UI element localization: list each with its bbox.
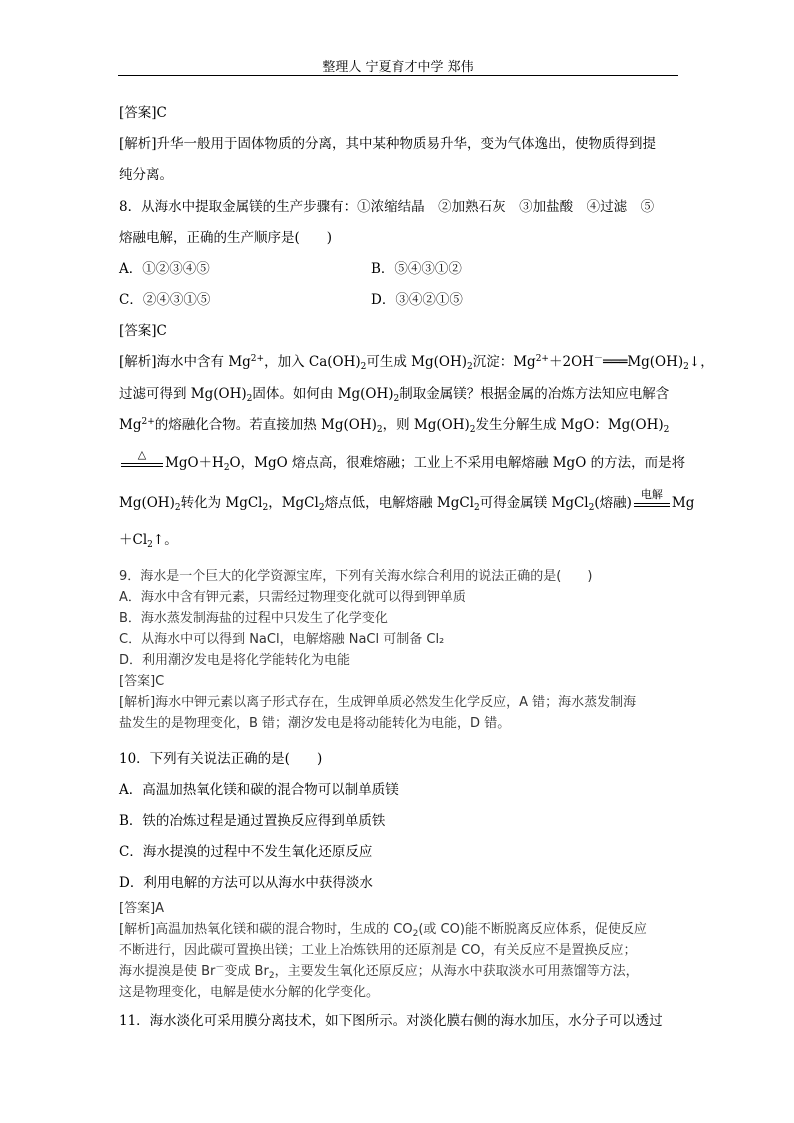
q9-analysis-line2: 盐发生的是物理变化，B 错；潮汐发电是将动能转化为电能，D 错。 <box>119 716 511 731</box>
q10-analysis-line3: 海水提溴是使 Br－变成 $Br_2$，主要发生氧化还原反应；从海水中获取淡水可用蒸馏等方法， <box>119 963 639 981</box>
q7-analysis-line1: [解析]升华一般用于固体物质的分离，其中某种物质易升华，变为气体逸出，使物质得到提 <box>119 136 657 152</box>
header-rule <box>118 75 678 76</box>
q9-option-a: A．海水中含有钾元素，只需经过物理变化就可以得到钾单质 <box>119 590 466 605</box>
q9-answer: [答案]C <box>119 674 165 689</box>
q10-answer: [答案]A <box>119 901 165 916</box>
q8-analysis-line4-tail: ，MgO 熔点高，很难熔融；工业上不采用电解熔融 MgO 的方法，而是将 <box>240 455 686 471</box>
q8-option-c: C．②④③①⑤ <box>119 292 211 308</box>
q8-analysis-line5: $Mg(OH)_2$转化为 MgCl$_2$，MgCl$_2$熔点低，电解熔融 MgCl$_2$可得金属镁 MgCl$_2$(熔融) 电解 Mg <box>119 487 695 513</box>
q8-answer: [答案]C <box>119 323 167 339</box>
q8-option-b: B．⑤④③①② <box>371 261 462 277</box>
q8-analysis-line6: $+Cl_2↑$。 <box>119 532 178 550</box>
q10-analysis-line4: 这是物理变化，电解是使水分解的化学变化。 <box>119 985 380 1000</box>
q9-analysis-line1: [解析]海水中钾元素以离子形式存在，生成钾单质必然发生化学反应，A 错；海水蒸发制海 <box>119 695 637 710</box>
q8-option-a: A．①②③④⑤ <box>119 261 210 277</box>
q8-analysis-line3: $Mg^{2+}$的熔融化合物。若直接加热 $Mg(OH)_2$，则 $Mg(OH)_2$发生分解生成 MgO：$Mg(OH)_2$ <box>119 417 670 435</box>
q8-stem-line2: 熔融电解，正确的生产顺序是( ) <box>119 230 333 246</box>
q9-stem: 9．海水是一个巨大的化学资源宝库，下列有关海水综合利用的说法正确的是( ) <box>119 569 593 584</box>
q7-analysis-line2: 纯分离。 <box>119 167 173 183</box>
q10-option-c: C．海水提溴的过程中不发生氧化还原反应 <box>119 844 373 860</box>
q8-analysis-line4: △ $MgO+H_2O$，MgO 熔点高，很难熔融；工业上不采用电解熔融 MgO 的方法，而是将 <box>119 454 685 473</box>
q11-stem: 11．海水淡化可采用膜分离技术，如下图所示。对淡化膜右侧的海水加压，水分子可以透过 <box>119 1013 663 1029</box>
q9-option-c: C．从海水中可以得到 NaCl，电解熔融 NaCl 可制备 Cl₂ <box>119 632 445 647</box>
q9-option-b: B．海水蒸发制海盐的过程中只发生了化学变化 <box>119 611 388 626</box>
electrolysis-label: 电解 <box>640 487 663 501</box>
q8-option-d: D．③④②①⑤ <box>371 292 463 308</box>
q10-analysis-line2: 不断进行，因此碳可置换出镁；工业上冶炼铁用的还原剂是 CO，有关反应不是置换反应； <box>119 943 637 958</box>
electrolysis-condition-arrow <box>634 487 670 513</box>
q10-analysis-line1: [解析]高温加热氧化镁和碳的混合物时，生成的 $CO_2$(或 CO)能不断脱离反应体系，促使反应 <box>119 922 647 939</box>
q8-analysis-line2: 过滤可得到 $Mg(OH)_2$固体。如何由 $Mg(OH)_2$制取金属镁？根据金属的冶炼方法知应电解含 <box>119 386 670 404</box>
heat-symbol: △ <box>137 447 147 461</box>
page-header: 整理人 宁夏育才中学 郑伟 <box>322 60 474 75</box>
heat-condition-arrow <box>121 447 163 473</box>
q9-option-d: D．利用潮汐发电是将化学能转化为电能 <box>119 653 351 668</box>
q7-answer: [答案]C <box>119 105 167 121</box>
q8-stem-line1: 8．从海水中提取金属镁的生产步骤有：①浓缩结晶 ②加熟石灰 ③加盐酸 ④过滤 ⑤ <box>119 199 655 215</box>
q10-option-b: B．铁的冶炼过程是通过置换反应得到单质铁 <box>119 813 386 829</box>
q10-stem: 10．下列有关说法正确的是( ) <box>119 751 323 767</box>
q10-option-d: D．利用电解的方法可以从海水中获得淡水 <box>119 875 373 891</box>
q8-analysis-line1: [解析]海水中含有 $Mg^{2+}$，加入 $Ca(OH)_2$可生成 $Mg(OH)_2$沉淀：$Mg^{2+}+2OH^-═══Mg(OH)_2↓$， <box>119 354 714 372</box>
q10-option-a: A．高温加热氧化镁和碳的混合物可以制单质镁 <box>119 782 399 798</box>
